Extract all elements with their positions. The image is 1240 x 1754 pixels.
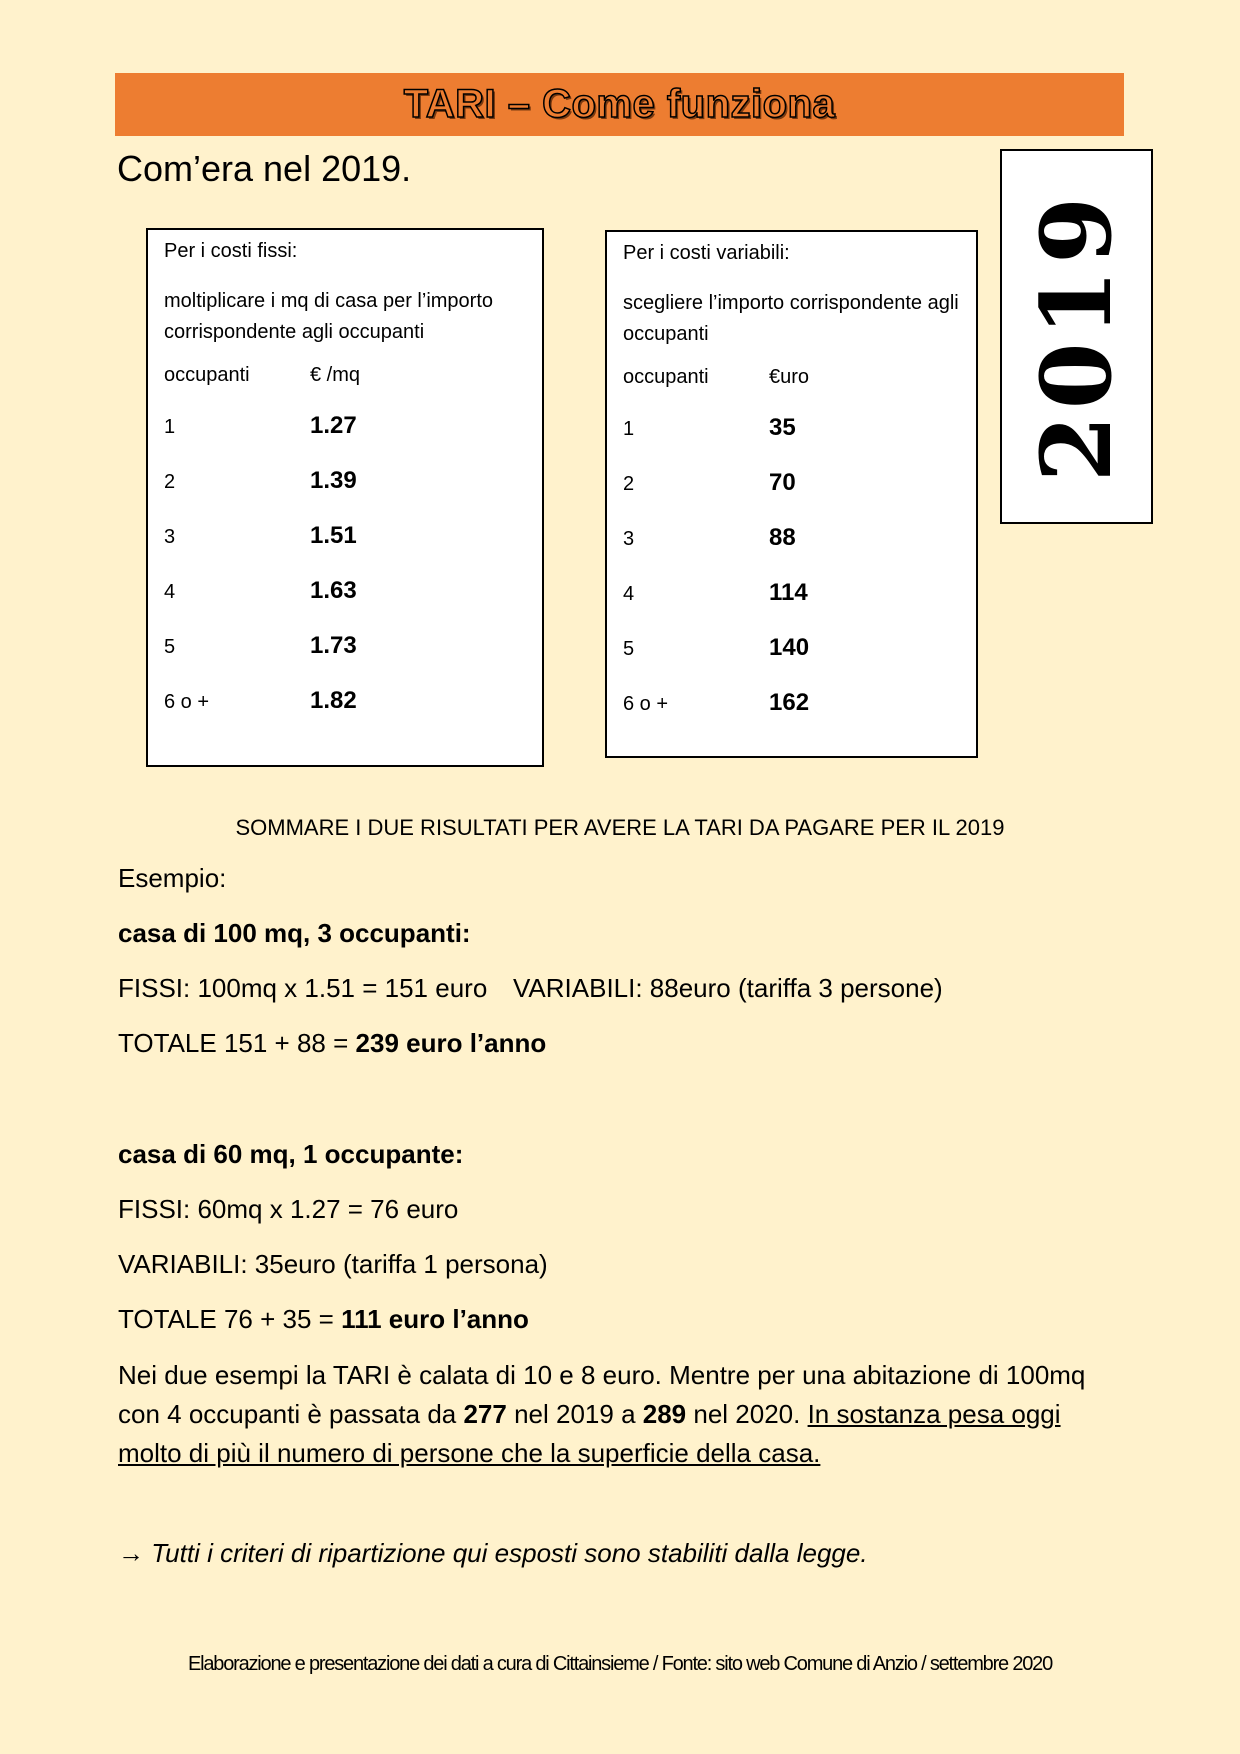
footer-credits: Elaborazione e presentazione dei dati a cura di Cittainsieme / Fonte: sito web Comune di Anzio / settembre 2020 [187,1653,1053,1675]
fixed-row-occupants: 6 o + [164,691,210,713]
variable-row-occupants: 4 [623,583,635,605]
fixed-row-occupants: 1 [164,416,176,438]
fixed-row-value: 1.51 [310,522,357,549]
paragraph-conclusion: In sostanza pesa oggi molto di più il numero di persone che la superficie della casa. [118,1399,1061,1468]
year-badge [1000,149,1153,524]
fixed-row-value: 1.27 [310,412,357,439]
variable-col-unit: €uro [769,366,810,388]
paragraph-amount-2019: 277 [463,1399,507,1429]
example-case1-title: casa di 100 mq, 3 occupanti: [118,918,471,948]
variable-row-occupants: 3 [623,528,635,550]
variable-row-value: 162 [769,689,810,716]
variable-costs-box [605,230,978,758]
example-case2-totale-amount: 111 euro l’anno [341,1304,529,1334]
example-case1-fissi: FISSI: 100mq x 1.51 = 151 euro [118,973,488,1003]
legal-note [118,1538,868,1569]
variable-row-occupants: 1 [623,418,635,440]
example-case1-totale-prefix: TOTALE 151 + 88 = [118,1028,356,1058]
fixed-costs-description: moltiplicare i mq di casa per l’importo corrispondente agli occupanti [164,290,494,343]
example-case1-totale-amount: 239 euro l’anno [355,1028,547,1058]
variable-row-value: 140 [769,634,810,661]
fixed-row-occupants: 4 [164,581,176,603]
variable-row-value: 114 [769,579,808,606]
example-case2-title: casa di 60 mq, 1 occupante: [118,1139,464,1169]
paragraph-text: nel 2020. [686,1399,808,1429]
fixed-costs-box [146,228,544,767]
fixed-row-value: 1.63 [310,577,357,604]
fixed-col-occupants: occupanti [164,364,250,386]
variable-costs-description: scegliere l’importo corrispondente agli occupanti [623,292,959,345]
page-title: TARI – Come funziona [403,82,836,126]
variable-row-value: 70 [769,469,796,496]
example-case2-totale-prefix: TOTALE 76 + 35 = [118,1304,342,1334]
example-case1-totale [118,1028,546,1059]
year-badge-text: 2019 [1020,190,1133,483]
example-case2-fissi: FISSI: 60mq x 1.27 = 76 euro [118,1194,459,1224]
variable-col-occupants: occupanti [623,366,709,388]
fixed-row-value: 1.82 [310,687,357,714]
subtitle: Com’era nel 2019. [117,148,412,189]
example-case1-variabili: VARIABILI: 88euro (tariffa 3 persone) [513,973,943,1003]
example-case2-variabili: VARIABILI: 35euro (tariffa 1 persona) [118,1249,548,1279]
paragraph-amount-2020: 289 [642,1399,687,1429]
variable-row-value: 88 [769,524,796,551]
fixed-row-value: 1.73 [310,632,357,659]
example-label: Esempio: [118,863,227,893]
variable-row-occupants: 6 o + [623,693,669,715]
fixed-row-value: 1.39 [310,467,357,494]
variable-row-value: 35 [769,414,796,441]
legal-note-text: Tutti i criteri di ripartizione qui esposti sono stabiliti dalla legge. [151,1538,868,1568]
paragraph-text: nel 2019 a [506,1399,643,1429]
title-banner [115,73,1124,136]
paragraph-text: Nei due esempi la TARI è calata di 10 e 8 euro. Mentre per una abitazione di 100mq con 4 occupanti è passata da [118,1360,1086,1429]
fixed-row-occupants: 2 [164,471,176,493]
variable-costs-intro: Per i costi variabili: [623,242,790,264]
fixed-costs-intro: Per i costi fissi: [164,240,298,262]
sum-instruction: SOMMARE I DUE RISULTATI PER AVERE LA TARI DA PAGARE PER IL 2019 [235,815,1005,840]
fixed-col-unit: € /mq [310,364,361,386]
variable-row-occupants: 2 [623,473,635,495]
fixed-row-occupants: 3 [164,526,176,548]
variable-row-occupants: 5 [623,638,635,660]
example-case2-totale [118,1304,529,1335]
fixed-row-occupants: 5 [164,636,176,658]
conclusion-paragraph [118,1356,1128,1473]
arrow-icon: → [118,1538,144,1568]
